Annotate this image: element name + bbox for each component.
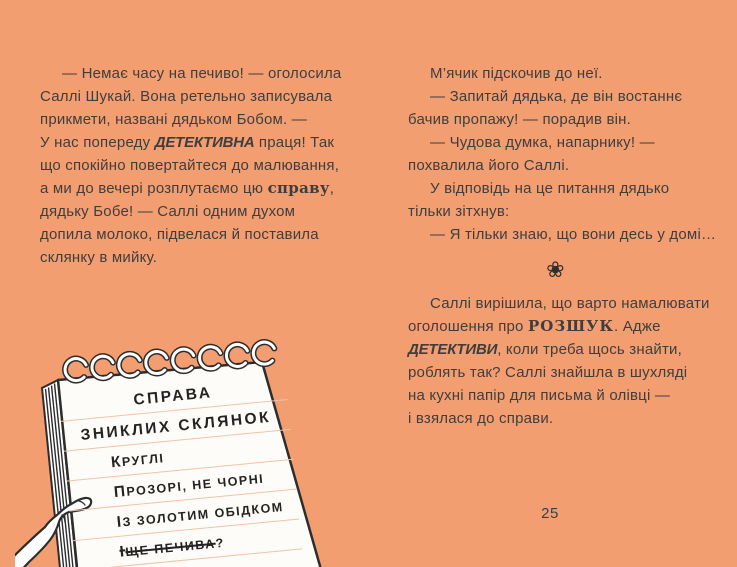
right-paragraph-1 xyxy=(408,62,733,246)
text-line: склянку в мийку. xyxy=(40,249,158,266)
page-number: 25 xyxy=(541,505,559,522)
text-line: У нас попереду ДЕТЕКТИВНА праця! Так xyxy=(40,134,335,151)
text-line: і взялася до справи. xyxy=(408,410,554,427)
text-line: роблять так? Саллі знайшла в шухляді xyxy=(408,364,688,381)
text-line: М’ячик підскочив до неї. xyxy=(430,65,603,82)
notebook-item: ІЩЕ ПЕЧИВА? xyxy=(72,519,302,567)
notebook-items xyxy=(64,430,302,567)
right-text-column xyxy=(408,62,733,430)
text-line: Саллі Шукай. Вона ретельно записувала xyxy=(40,88,333,105)
text-line: на кухні папір для письма й олівці — xyxy=(408,387,671,404)
text-line: — Я тільки знаю, що вони десь у домі… xyxy=(430,226,717,243)
text-line: що спокійно повертайтеся до малювання, xyxy=(40,157,340,174)
text-line: ДЕТЕКТИВИ, коли треба щось знайти, xyxy=(408,341,683,358)
text-line: а ми до вечері розплутаємо цю справу, xyxy=(40,179,335,197)
text-line: оголошення про РОЗШУК. Адже xyxy=(408,317,661,335)
text-line: бачив пропажу! — порадив він. xyxy=(408,111,632,128)
text-line: — Запитай дядька, де він востаннє xyxy=(430,88,683,105)
text-line: похвалила його Саллі. xyxy=(408,157,570,174)
notebook-text xyxy=(58,370,302,567)
text-line: — Чудова думка, напарнику! — xyxy=(430,134,655,151)
text-line: допила молоко, підвелася й поставила xyxy=(40,226,319,243)
flower-ornament-icon: ❀ xyxy=(546,257,565,282)
left-text-column xyxy=(40,62,380,269)
notebook-title-line2: ЗНИКЛИХ СКЛЯНОК xyxy=(61,400,291,452)
notebook-item: КРУГЛІ xyxy=(64,430,294,482)
text-line: дядьку Бобе! — Саллі одним духом xyxy=(40,203,296,220)
text-line: У відповідь на це питання дядько xyxy=(430,180,670,197)
notebook-item: ІЗ ЗОЛОТИМ ОБІДКОМ xyxy=(70,490,300,542)
notebook-item: ПРОЗОРІ, НЕ ЧОРНІ xyxy=(67,460,297,512)
text-line: прикмети, названі дядьком Бобом. — xyxy=(40,111,307,128)
text-line: тільки зітхнув: xyxy=(408,203,510,220)
text-line: — Немає часу на печиво! — оголосила xyxy=(62,65,342,82)
text-line: Саллі вирішила, що варто намалювати xyxy=(430,295,710,312)
notebook-illustration xyxy=(15,335,325,567)
notebook-title-line1: СПРАВА xyxy=(58,370,288,422)
right-paragraph-2 xyxy=(408,292,733,430)
